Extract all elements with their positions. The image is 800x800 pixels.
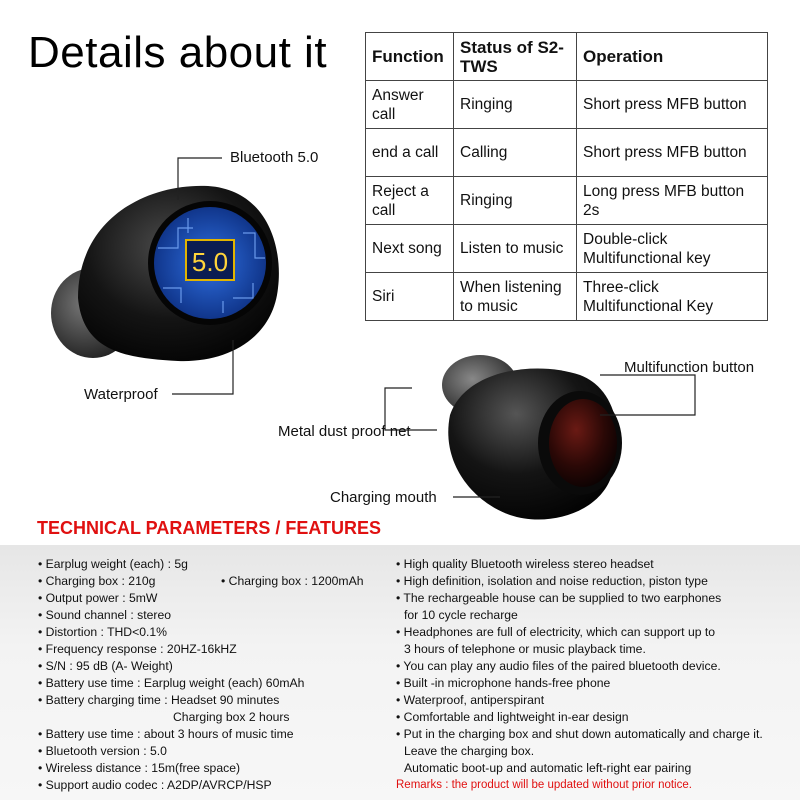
- multifunction-callout: Multifunction button: [624, 359, 755, 376]
- remarks-text: Remarks : the product will be updated without prior notice.: [396, 779, 692, 791]
- feature-item: • Comfortable and lightweight in-ear design: [396, 710, 629, 724]
- cell-status: Ringing: [454, 81, 577, 129]
- feature-item-continuation: Automatic boot-up and automatic left-right ear pairing: [404, 761, 692, 775]
- spec-item: • Sound channel : stereo: [38, 608, 172, 622]
- cell-operation: Short press MFB button: [577, 81, 768, 129]
- spec-item: • Distortion : THD<0.1%: [38, 625, 168, 639]
- spec-item: • Battery use time : Earplug weight (each) 60mAh: [38, 676, 305, 690]
- waterproof-callout-line: [172, 340, 233, 394]
- cell-operation: Long press MFB button 2s: [577, 177, 768, 225]
- feature-item-continuation: 3 hours of telephone or music playback time.: [404, 642, 646, 656]
- cell-function: Answer call: [366, 81, 454, 129]
- header-status: Status of S2-TWS: [454, 33, 577, 81]
- feature-item: • Put in the charging box and shut down automatically and charge it.: [396, 727, 763, 741]
- feature-item: • Built -in microphone hands-free phone: [396, 676, 611, 690]
- waterproof-callout: Waterproof: [84, 386, 158, 403]
- spec-item: [38, 573, 383, 590]
- cell-status: When listening to music: [454, 273, 577, 321]
- spec-item: • Support audio codec : A2DP/AVRCP/HSP: [38, 778, 272, 792]
- spec-item: • Battery charging time : Headset 90 minutes: [38, 693, 280, 707]
- feature-item: • The rechargeable house can be supplied to two earphones: [396, 591, 722, 605]
- cell-function: Next song: [366, 225, 454, 273]
- cell-status: Listen to music: [454, 225, 577, 273]
- cell-function: Siri: [366, 273, 454, 321]
- spec-item-continuation: Charging box 2 hours: [173, 710, 290, 724]
- spec-item: • Output power : 5mW: [38, 591, 158, 605]
- header-operation: Operation: [577, 33, 768, 81]
- multifunction-callout-line: [600, 375, 695, 415]
- cell-function: Reject a call: [366, 177, 454, 225]
- spec-item-text: • Charging box : 210g: [38, 574, 156, 588]
- bluetooth-callout: Bluetooth 5.0: [230, 149, 319, 166]
- tech-params-left-column: [38, 556, 383, 794]
- bluetooth-callout-line: [178, 158, 222, 200]
- charging-mouth-callout: Charging mouth: [330, 489, 437, 506]
- metal-net-callout: Metal dust proof net: [278, 423, 411, 440]
- spec-item: • Earplug weight (each) : 5g: [38, 557, 188, 571]
- header-function: Function: [366, 33, 454, 81]
- spec-item: • Wireless distance : 15m(free space): [38, 761, 241, 775]
- spec-item-extra: • Charging box : 1200mAh: [221, 574, 364, 588]
- feature-item-continuation: for 10 cycle recharge: [404, 608, 518, 622]
- cell-function: end a call: [366, 129, 454, 177]
- feature-item: • High quality Bluetooth wireless stereo headset: [396, 557, 654, 571]
- cell-status: Calling: [454, 129, 577, 177]
- page-title: Details about it: [28, 28, 328, 77]
- cell-operation: Three-click Multifunctional Key: [577, 273, 768, 321]
- spec-item: • Bluetooth version : 5.0: [38, 744, 167, 758]
- feature-item: • Waterproof, antiperspirant: [396, 693, 545, 707]
- spec-item: • Frequency response : 20HZ-16kHZ: [38, 642, 237, 656]
- tech-params-title: TECHNICAL PARAMETERS / FEATURES: [37, 518, 382, 538]
- cell-operation: Short press MFB button: [577, 129, 768, 177]
- chip-label: 5.0: [191, 247, 229, 277]
- feature-item: • High definition, isolation and noise reduction, piston type: [396, 574, 708, 588]
- feature-item: • You can play any audio files of the paired bluetooth device.: [396, 659, 721, 673]
- cell-operation: Double-click Multifunctional key: [577, 225, 768, 273]
- feature-item: • Headphones are full of electricity, which can support up to: [396, 625, 716, 639]
- spec-item: • S/N : 95 dB (A- Weight): [38, 659, 173, 673]
- feature-item-continuation: Leave the charging box.: [404, 744, 535, 758]
- spec-item: • Battery use time : about 3 hours of music time: [38, 727, 294, 741]
- tech-params-right-column: [396, 556, 796, 794]
- cell-status: Ringing: [454, 177, 577, 225]
